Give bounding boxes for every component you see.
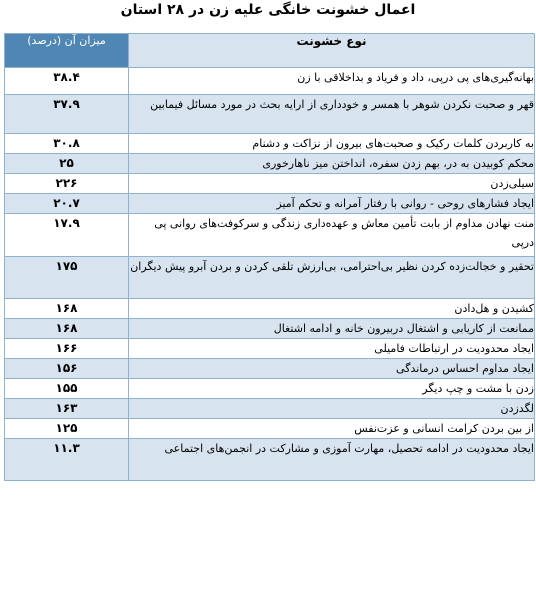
table-row (5, 339, 535, 359)
violence-type-cell: ایجاد محدودیت در ادامه تحصیل، مهارت آموزی و مشارکت در انجمن‌های اجتماعی (129, 439, 535, 481)
table-row (5, 419, 535, 439)
percent-cell: ۱۶۶ (5, 339, 129, 359)
percent-cell: ۲۵ (5, 154, 129, 174)
table-row (5, 399, 535, 419)
violence-table (4, 33, 535, 481)
percent-cell: ۱۲۵ (5, 419, 129, 439)
violence-type-cell: به کاربردن کلمات رکیک و صحبت‌های بیرون از نزاکت و دشنام (129, 134, 535, 154)
percent-cell: ۱۷.۹ (5, 214, 129, 257)
violence-type-cell: منت نهادن مداوم از بابت تأمین معاش و عهده‌داری زندگی و سرکوفت‌های روانی پی درپی (129, 214, 535, 257)
violence-type-cell: ممانعت از کاریابی و اشتغال دربیرون خانه و ادامه اشتغال (129, 319, 535, 339)
percent-cell: ۱۶۸ (5, 319, 129, 339)
table-row (5, 174, 535, 194)
percent-cell: ۱۷۵ (5, 257, 129, 299)
percent-cell: ۲۲۶ (5, 174, 129, 194)
table-row (5, 134, 535, 154)
table-row (5, 154, 535, 174)
violence-type-cell: زدن با مشت و چپ دیگر (129, 379, 535, 399)
table-row (5, 257, 535, 299)
percent-cell: ۳۰.۸ (5, 134, 129, 154)
violence-type-cell: سیلی‌زدن (129, 174, 535, 194)
violence-type-cell: ایجاد فشارهای روحی - روانی با رفتار آمرانه و تحکم آمیز (129, 194, 535, 214)
percent-cell: ۳۸.۴ (5, 68, 129, 95)
header-percent: میزان آن (درصد) (5, 34, 129, 68)
violence-type-cell: از بین بردن کرامت انسانی و عزت‌نفس (129, 419, 535, 439)
violence-type-cell: ایجاد محدودیت در ارتباطات فامیلی (129, 339, 535, 359)
violence-type-cell: ایجاد مداوم احساس درماندگی (129, 359, 535, 379)
violence-type-cell: کشیدن و هل‌دادن (129, 299, 535, 319)
table-row (5, 194, 535, 214)
percent-cell: ۲۰.۷ (5, 194, 129, 214)
violence-type-cell: بهانه‌گیری‌های پی درپی، داد و فریاد و بداخلاقی با زن (129, 68, 535, 95)
violence-type-cell: قهر و صحبت نکردن شوهر با همسر و خودداری از ارایه بحث در مورد مسائل فیمابین (129, 95, 535, 134)
percent-cell: ۱۵۶ (5, 359, 129, 379)
percent-cell: ۱۵۵ (5, 379, 129, 399)
header-row (5, 34, 535, 68)
violence-type-cell: لگدزدن (129, 399, 535, 419)
table-row (5, 214, 535, 257)
table-row (5, 359, 535, 379)
violence-type-cell: محکم کوبیدن به در، بهم زدن سفره، انداختن میز ناهارخوری (129, 154, 535, 174)
header-violence-type: نوع خشونت (129, 34, 535, 68)
percent-cell: ۳۷.۹ (5, 95, 129, 134)
violence-type-cell: تحقیر و خجالت‌زده کردن نظیر بی‌احترامی، بی‌ارزش تلقی کردن و بردن آبرو پیش دیگران (129, 257, 535, 299)
percent-cell: ۱۶۸ (5, 299, 129, 319)
table-title: اعمال خشونت خانگی علیه زن در ۲۸ استان (120, 2, 416, 18)
table-row (5, 95, 535, 134)
table-row (5, 68, 535, 95)
percent-cell: ۱۶۳ (5, 399, 129, 419)
table-row (5, 319, 535, 339)
table-body (5, 68, 535, 481)
percent-cell: ۱۱.۳ (5, 439, 129, 481)
table-row (5, 439, 535, 481)
table-row (5, 299, 535, 319)
table-row (5, 379, 535, 399)
